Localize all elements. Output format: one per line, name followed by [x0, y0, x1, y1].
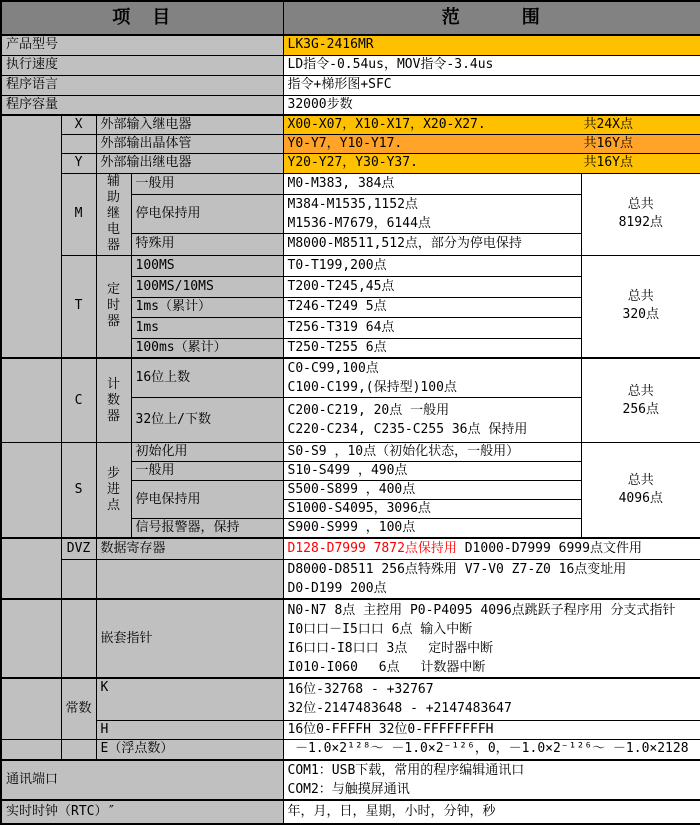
s-total-cell: [581, 443, 700, 539]
header-row: [1, 1, 700, 35]
dvz-value-red: D128-D7999 7872点保持用: [288, 541, 457, 556]
constants-e-value: －1.0×2¹²⁸～ －1.0×2⁻¹²⁶，0，－1.0×2⁻¹²⁶～ －1.0×2128: [283, 739, 700, 760]
header-range-column: 范 围: [283, 1, 700, 35]
s-row2-label: 停电保持用: [131, 481, 283, 519]
constants-k-label: K: [96, 678, 283, 720]
constants-k-line1: 32位-2147483648 - +2147483647: [288, 699, 700, 718]
spacer-cell: [1, 739, 61, 760]
pointer-line0: N0-N7 8点 主控用 P0-P4095 4096点跳跃子程序用 分支式指针: [288, 601, 700, 620]
y-transistor-value-cell: [283, 134, 700, 153]
dvz-value-cell: [283, 538, 700, 559]
dvz-empty-letter: [61, 559, 96, 599]
y-transistor-label: 外部输出晶体管: [96, 134, 283, 153]
x-input-range: X00-X07，X10-X17，X20-X27.: [288, 117, 486, 132]
x-input-count: 共24X点: [584, 116, 633, 134]
m-row1-line1: M1536-M7679，6144点: [288, 214, 581, 233]
product-model-value: LK3G-2416MR: [283, 35, 700, 55]
c-total-cell: [581, 358, 700, 443]
y-relay-value-cell: [283, 153, 700, 173]
s-row0-label: 初始化用: [131, 443, 283, 462]
c-row0-line0: C0-C99,100点: [288, 359, 581, 378]
s-row4-value: S900-S999 ，100点: [283, 519, 581, 539]
y-letter: Y: [61, 153, 96, 173]
comm-label: 通讯端口: [1, 760, 283, 800]
rtc-label: 实时时钟（RTC）″: [1, 800, 283, 824]
spacer-cell: [1, 678, 61, 739]
comm-line0: COM1：USB下载，常用的程序编辑通讯口: [288, 761, 700, 780]
pointer-value-cell: [283, 599, 700, 678]
t-vertical-label-cell: [96, 255, 131, 358]
s-row0-value: S0-S9 ，10点（初始化状态，一般用）: [283, 443, 581, 462]
dvz-extra-cell: [283, 559, 700, 599]
pointer-line3: I010-I060 6点 计数器中断: [288, 658, 700, 677]
m-row1-line0: M384-M1535,1152点: [288, 195, 581, 214]
c-row1-line1: C220-C234, C235-C255 36点 保持用: [288, 420, 581, 439]
constants-k-line0: 16位-32768 - +32767: [288, 680, 700, 699]
s-row1-value: S10-S499 ，490点: [283, 462, 581, 481]
header-item-column: 项 目: [1, 1, 283, 35]
c-letter: C: [61, 358, 96, 443]
t-total-label: 总共: [582, 288, 700, 306]
constants-h-label: H: [96, 720, 283, 739]
t-row3-label: 1ms: [131, 317, 283, 338]
m-letter: M: [61, 173, 96, 255]
s-row1-label: 一般用: [131, 462, 283, 481]
dvz-label: 数据寄存器: [96, 538, 283, 559]
dvz-extra-line0: D8000-D8511 256点特殊用 V7-V0 Z7-Z0 16点变址用: [288, 560, 700, 579]
dvz-extra-line1: D0-D199 200点: [288, 579, 700, 598]
s-vertical-label: 步进点: [106, 466, 121, 514]
x-input-value-cell: [283, 115, 700, 135]
t-row3-value: T256-T319 64点: [283, 317, 581, 338]
c-row1-line0: C200-C219, 20点 一般用: [288, 401, 581, 420]
spacer-cell: [1, 443, 61, 539]
y-transistor-letter: [61, 134, 96, 153]
constants-e-empty-letter: [61, 739, 96, 760]
spacer-cell: [1, 358, 61, 443]
t-row2-value: T246-T249 5点: [283, 297, 581, 317]
c-total-value: 256点: [582, 401, 700, 419]
constants-group-label: 常数: [61, 678, 96, 739]
dvz-letter: DVZ: [61, 538, 96, 559]
y-relay-label: 外部输出继电器: [96, 153, 283, 173]
c-total-label: 总共: [582, 383, 700, 401]
s-total-label: 总共: [582, 472, 700, 490]
c-vertical-label: 计数器: [106, 377, 121, 425]
t-row2-label: 1ms（累计）: [131, 297, 283, 317]
m-row2-value: M8000-M8511,512点，部分为停电保持: [283, 233, 581, 255]
s-letter: S: [61, 443, 96, 539]
spacer-cell: [1, 538, 61, 599]
s-row2-value: S500-S899 ，400点: [283, 481, 581, 500]
comm-value-cell: [283, 760, 700, 800]
m-vertical-label-cell: [96, 173, 131, 255]
constants-h-value: 16位0-FFFFH 32位0-FFFFFFFFH: [283, 720, 700, 739]
exec-speed-label: 执行速度: [1, 55, 283, 75]
t-vertical-label: 定时器: [106, 282, 121, 330]
constants-e-label: E（浮点数）: [96, 739, 283, 760]
s-row3-value: S1000-S4095，3096点: [283, 500, 581, 519]
m-row2-label: 特殊用: [131, 233, 283, 255]
m-row1-value: [283, 194, 581, 233]
pointer-line1: I0口口－I5口口 6点 输入中断: [288, 620, 700, 639]
c-vertical-label-cell: [96, 358, 131, 443]
spacer-cell: [1, 115, 61, 359]
t-row1-value: T200-T245,45点: [283, 276, 581, 297]
comm-line1: COM2：与触摸屏通讯: [288, 780, 700, 799]
c-row0-label: 16位上数: [131, 358, 283, 398]
s-vertical-label-cell: [96, 443, 131, 539]
m-row1-label: 停电保持用: [131, 194, 283, 233]
spacer-cell: [1, 599, 61, 678]
capacity-label: 程序容量: [1, 95, 283, 115]
exec-speed-value: LD指令-0.54us，MOV指令-3.4us: [283, 55, 700, 75]
language-value: 指令+梯形图+SFC: [283, 75, 700, 95]
m-total-value: 8192点: [582, 214, 700, 232]
x-letter: X: [61, 115, 96, 135]
m-total-cell: [581, 173, 700, 255]
m-row0-label: 一般用: [131, 173, 283, 194]
t-total-cell: [581, 255, 700, 358]
pointer-label: 嵌套指针: [96, 599, 283, 678]
y-transistor-count: 共16Y点: [584, 135, 633, 153]
pointer-line2: I6口口-I8口口 3点 定时器中断: [288, 639, 700, 658]
c-row1-value: [283, 398, 581, 443]
rtc-value: 年，月，日，星期，小时，分钟，秒: [283, 800, 700, 824]
t-row1-label: 100MS/10MS: [131, 276, 283, 297]
dvz-empty-label: [96, 559, 283, 599]
t-row4-value: T250-T255 6点: [283, 338, 581, 358]
constants-k-value: [283, 678, 700, 720]
s-row4-label: 信号报警器，保持: [131, 519, 283, 539]
c-row0-line1: C100-C199,(保持型)100点: [288, 378, 581, 397]
m-total-label: 总共: [582, 196, 700, 214]
t-total-value: 320点: [582, 306, 700, 324]
language-label: 程序语言: [1, 75, 283, 95]
y-transistor-range: Y0-Y7，Y10-Y17.: [288, 136, 403, 151]
c-row1-label: 32位上/下数: [131, 398, 283, 443]
t-row4-label: 100ms（累计）: [131, 338, 283, 358]
t-row0-label: 100MS: [131, 255, 283, 276]
x-input-label: 外部输入继电器: [96, 115, 283, 135]
capacity-value: 32000步数: [283, 95, 700, 115]
product-model-label: 产品型号: [1, 35, 283, 55]
s-total-value: 4096点: [582, 490, 700, 508]
m-row0-value: M0-M383, 384点: [283, 173, 581, 194]
t-letter: T: [61, 255, 96, 358]
c-row0-value: [283, 358, 581, 398]
m-vertical-label: 辅助继电器: [106, 174, 121, 254]
t-row0-value: T0-T199,200点: [283, 255, 581, 276]
y-relay-count: 共16Y点: [584, 154, 633, 172]
pointer-empty-letter: [61, 599, 96, 678]
dvz-value-black: D1000-D7999 6999点文件用: [457, 541, 642, 556]
y-relay-range: Y20-Y27，Y30-Y37.: [288, 155, 418, 170]
